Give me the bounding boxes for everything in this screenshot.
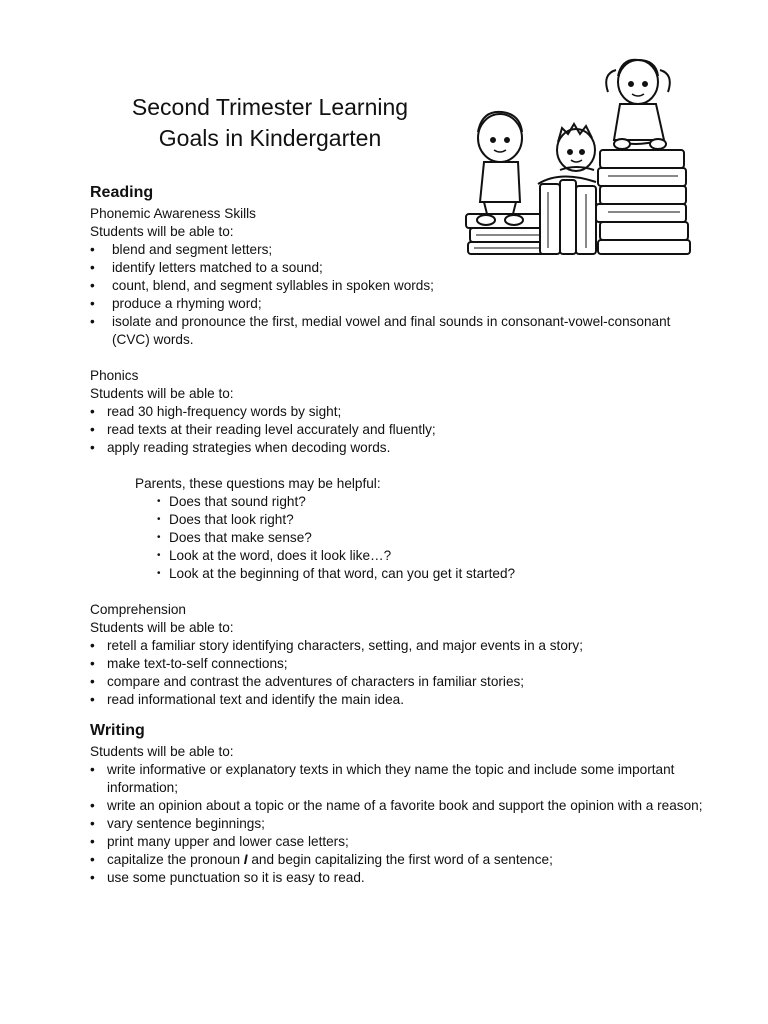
list-item-text: Look at the word, does it look like…? bbox=[169, 548, 392, 563]
bullet-icon: • bbox=[90, 674, 95, 689]
bullet-icon: • bbox=[157, 496, 161, 507]
bullet-icon: • bbox=[90, 834, 95, 849]
bullet-icon: • bbox=[90, 314, 95, 329]
writing-section bbox=[90, 719, 710, 887]
list-item bbox=[90, 869, 710, 887]
phonemic-list bbox=[90, 241, 710, 349]
list-item bbox=[90, 421, 710, 439]
bullet-icon: • bbox=[90, 870, 95, 885]
bullet-icon: • bbox=[157, 550, 161, 561]
list-item bbox=[135, 493, 710, 511]
list-item-text: isolate and pronounce the first, medial vowel and final sounds in consonant-vowel-consonant (CVC) words. bbox=[112, 314, 671, 347]
list-item bbox=[90, 241, 710, 259]
list-item-text: read texts at their reading level accurately and fluently; bbox=[107, 422, 436, 437]
list-item-text: Does that look right? bbox=[169, 512, 294, 527]
list-item bbox=[90, 851, 710, 869]
list-item-text: identify letters matched to a sound; bbox=[112, 260, 323, 275]
bullet-icon: • bbox=[90, 278, 95, 293]
comprehension-intro: Students will be able to: bbox=[90, 620, 234, 635]
list-item bbox=[90, 815, 710, 833]
list-item bbox=[90, 313, 710, 349]
phonemic-intro: Students will be able to: bbox=[90, 224, 234, 239]
list-item-text: read informational text and identify the main idea. bbox=[107, 692, 404, 707]
list-item-text: read 30 high-frequency words by sight; bbox=[107, 404, 342, 419]
phonics-title: Phonics bbox=[90, 368, 139, 383]
parents-intro: Parents, these questions may be helpful: bbox=[135, 476, 381, 491]
comprehension-title: Comprehension bbox=[90, 602, 186, 617]
parents-questions-block bbox=[135, 475, 710, 583]
writing-intro: Students will be able to: bbox=[90, 744, 234, 759]
phonics-intro: Students will be able to: bbox=[90, 386, 234, 401]
bullet-icon: • bbox=[90, 656, 95, 671]
list-item bbox=[90, 691, 710, 709]
title-line-2: Goals in Kindergarten bbox=[158, 125, 382, 151]
reading-section bbox=[90, 181, 710, 709]
capitalize-before: capitalize the pronoun bbox=[107, 852, 244, 867]
list-item bbox=[90, 637, 710, 655]
bullet-icon: • bbox=[157, 532, 161, 543]
bullet-icon: • bbox=[90, 816, 95, 831]
comprehension-list bbox=[90, 637, 710, 709]
list-item-text: retell a familiar story identifying characters, setting, and major events in a story; bbox=[107, 638, 583, 653]
parents-questions-list bbox=[135, 493, 710, 583]
phonemic-awareness-block bbox=[90, 205, 710, 349]
list-item-text: Does that sound right? bbox=[169, 494, 306, 509]
list-item bbox=[90, 277, 710, 295]
list-item-text: Does that make sense? bbox=[169, 530, 312, 545]
list-item bbox=[135, 511, 710, 529]
list-item-text: compare and contrast the adventures of characters in familiar stories; bbox=[107, 674, 525, 689]
list-item-text: write informative or explanatory texts in which they name the topic and include some important information; bbox=[107, 762, 675, 795]
boy-middle bbox=[557, 124, 595, 171]
writing-heading: Writing bbox=[90, 722, 145, 739]
list-item-text: blend and segment letters; bbox=[112, 242, 273, 257]
bullet-icon: • bbox=[90, 638, 95, 653]
reading-heading: Reading bbox=[90, 184, 154, 201]
list-item bbox=[90, 403, 710, 421]
list-item bbox=[90, 655, 710, 673]
list-item bbox=[135, 547, 710, 565]
list-item-text: use some punctuation so it is easy to read. bbox=[107, 870, 365, 885]
list-item bbox=[90, 295, 710, 313]
bullet-icon: • bbox=[90, 798, 95, 813]
list-item-text: print many upper and lower case letters; bbox=[107, 834, 349, 849]
list-item bbox=[90, 761, 710, 797]
bullet-icon: • bbox=[90, 242, 95, 257]
list-item bbox=[90, 439, 710, 457]
bullet-icon: • bbox=[90, 296, 95, 311]
comprehension-block bbox=[90, 601, 710, 709]
list-item-text: make text-to-self connections; bbox=[107, 656, 288, 671]
bullet-icon: • bbox=[90, 260, 95, 275]
title-line-1: Second Trimester Learning bbox=[131, 94, 409, 120]
girl-top bbox=[606, 60, 670, 149]
list-item-text: produce a rhyming word; bbox=[112, 296, 262, 311]
main-content bbox=[90, 181, 710, 887]
list-item bbox=[90, 833, 710, 851]
phonics-block bbox=[90, 367, 710, 457]
page-title bbox=[100, 92, 440, 154]
phonemic-title: Phonemic Awareness Skills bbox=[90, 206, 256, 221]
bullet-icon: • bbox=[157, 514, 161, 525]
list-item-text: write an opinion about a topic or the name of a favorite book and support the opinion with a reason; bbox=[107, 798, 703, 813]
list-item-text: Look at the beginning of that word, can you get it started? bbox=[169, 566, 516, 581]
list-item bbox=[90, 797, 710, 815]
bullet-icon: • bbox=[90, 440, 95, 455]
list-item-text: apply reading strategies when decoding words. bbox=[107, 440, 391, 455]
bullet-icon: • bbox=[90, 422, 95, 437]
phonics-list bbox=[90, 403, 710, 457]
list-item bbox=[135, 565, 710, 583]
list-item-text: count, blend, and segment syllables in spoken words; bbox=[112, 278, 434, 293]
bullet-icon: • bbox=[90, 692, 95, 707]
list-item-text: vary sentence beginnings; bbox=[107, 816, 265, 831]
bullet-icon: • bbox=[157, 568, 161, 579]
writing-list bbox=[90, 761, 710, 887]
list-item bbox=[90, 673, 710, 691]
bullet-icon: • bbox=[90, 404, 95, 419]
pronoun-i: I bbox=[243, 852, 248, 867]
capitalize-after: and begin capitalizing the first word of a sentence; bbox=[247, 852, 553, 867]
list-item bbox=[90, 259, 710, 277]
list-item bbox=[135, 529, 710, 547]
bullet-icon: • bbox=[90, 762, 95, 777]
bullet-icon: • bbox=[90, 852, 95, 867]
